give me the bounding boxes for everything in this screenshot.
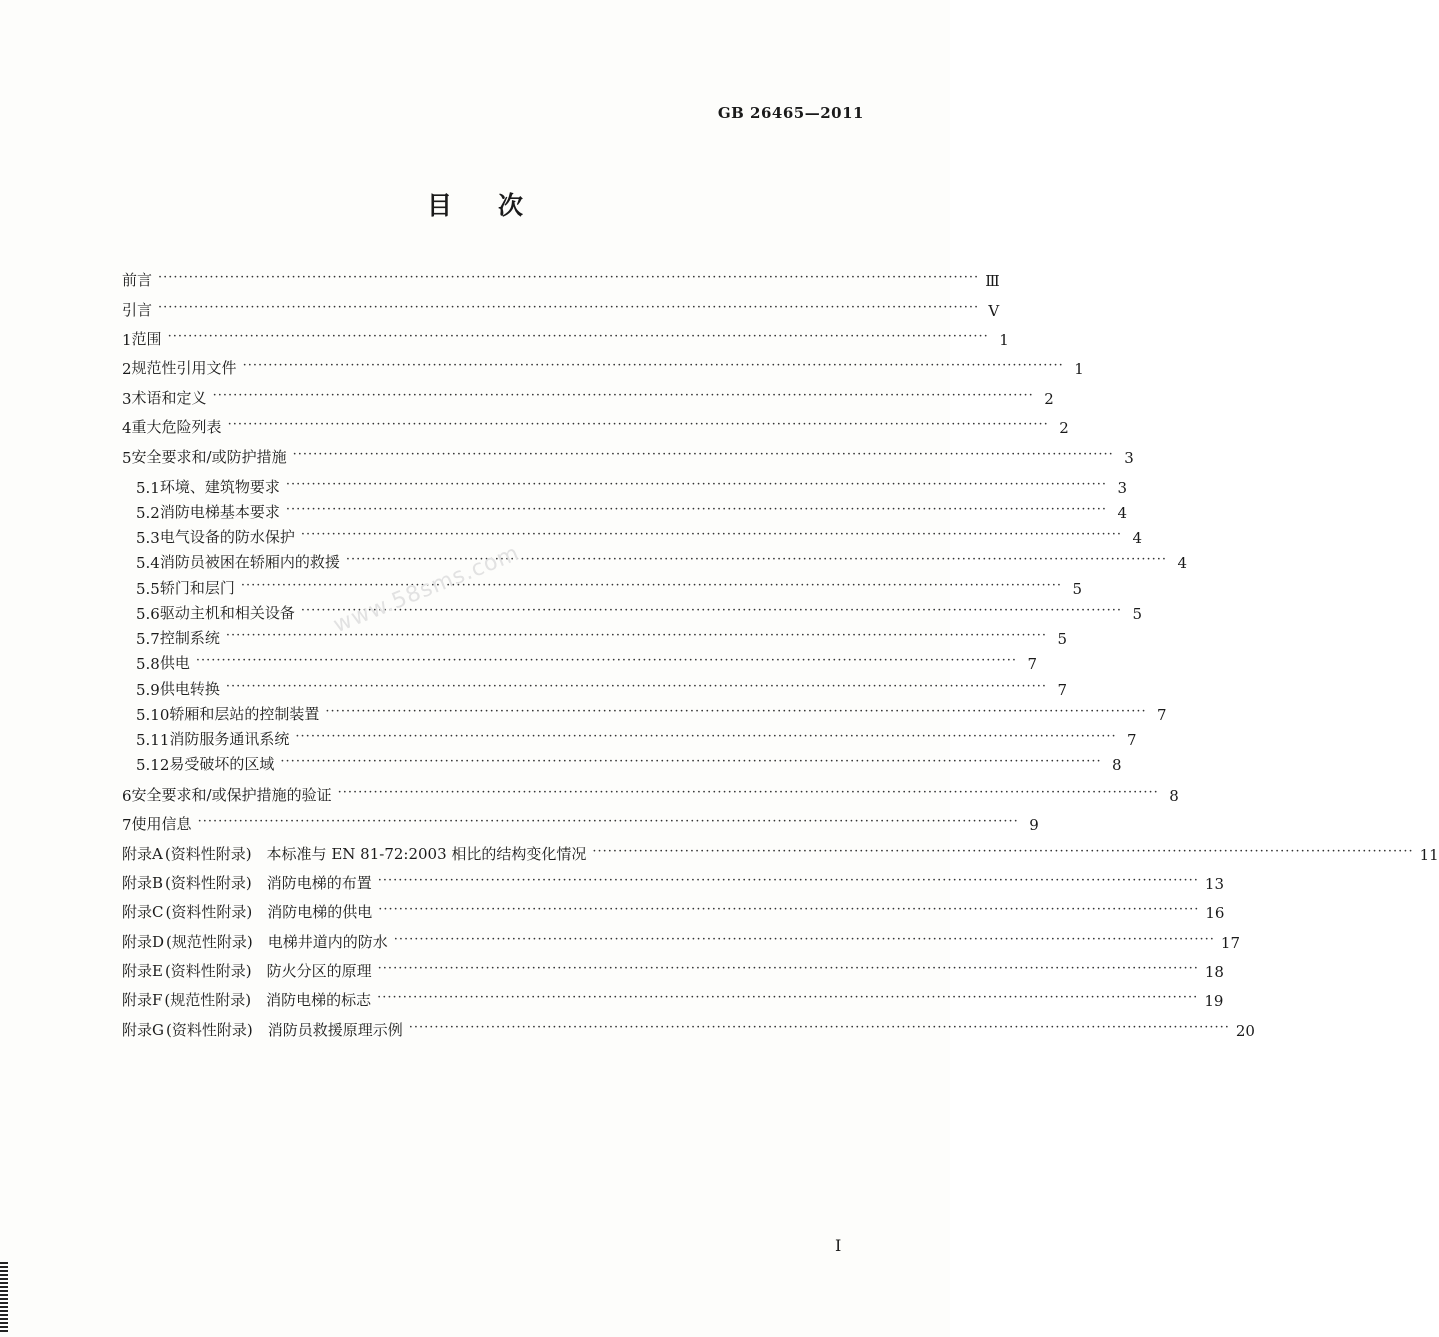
toc-entry-number: 5.11 [136, 731, 170, 749]
toc-entry-number: 5 [122, 449, 132, 467]
dot-leader: ································································································································································ [592, 844, 1414, 859]
toc-entry[interactable] [122, 325, 1009, 349]
toc-entry-title: 术语和定义 [131, 389, 207, 407]
toc-entry[interactable] [136, 675, 1068, 699]
toc-entry-number: 5.7 [136, 630, 160, 648]
dot-leader: ································································································································································ [280, 754, 1102, 769]
toc-entry[interactable] [136, 700, 1167, 724]
toc-entry-page: 7 [1027, 655, 1038, 673]
toc-entry-title: 供电 [159, 654, 190, 672]
toc-entry-title: (规范性附录) 电梯井道内的防水 [166, 933, 388, 951]
toc-entry-number: 附录G [122, 1021, 164, 1039]
toc-entry-number: 3 [122, 390, 132, 408]
toc-entry-number: 附录C [122, 903, 164, 921]
dot-leader: ································································································································································ [377, 961, 1199, 976]
toc-entry-title: 使用信息 [131, 815, 192, 833]
toc-entry[interactable] [122, 840, 1439, 864]
toc-entry-page: 1 [1074, 360, 1084, 378]
toc-entry-page: Ⅲ [985, 272, 1000, 290]
watermark: www.58sms.com [330, 540, 524, 639]
dot-leader: ································································································································································ [345, 552, 1168, 567]
dot-leader: ································································································································································ [408, 1020, 1230, 1035]
toc-entry-page: 7 [1057, 681, 1068, 699]
toc-entry[interactable] [136, 548, 1188, 572]
toc-entry-page: 17 [1220, 934, 1241, 952]
toc-entry-page: 11 [1419, 846, 1439, 864]
dot-leader: ································································································································································ [377, 990, 1199, 1005]
toc-entry-title: 驱动主机和相关设备 [159, 604, 295, 622]
toc-entry-title: (资料性附录) 本标准与 EN 81-72:2003 相比的结构变化情况 [164, 845, 587, 863]
toc-entry-number: 5.1 [136, 479, 160, 497]
toc-entry-number: 6 [122, 787, 132, 805]
toc-entry-page: 16 [1205, 904, 1225, 922]
toc-entry-page: 7 [1127, 731, 1137, 749]
dot-leader: ································································································································································ [212, 388, 1034, 403]
dot-leader: ································································································································································ [285, 502, 1108, 517]
toc-entry-title: (资料性附录) 防火分区的原理 [164, 962, 372, 980]
toc-entry-title: 控制系统 [159, 629, 220, 647]
toc-entry[interactable] [122, 898, 1225, 922]
toc-entry-title: (资料性附录) 消防员救援原理示例 [165, 1021, 403, 1039]
dot-leader: ································································································································································ [242, 358, 1064, 373]
toc-entry-page: 9 [1029, 816, 1039, 834]
toc-entry[interactable] [122, 810, 1039, 834]
toc-entry[interactable] [122, 266, 1000, 290]
toc-entry-title: 安全要求和/或防护措施 [131, 448, 287, 466]
toc-entry-page: 5 [1132, 605, 1143, 623]
toc-entry-page: 7 [1157, 706, 1167, 724]
toc-entry-page: 20 [1235, 1022, 1255, 1040]
toc-entry[interactable] [122, 928, 1241, 952]
toc-entry-page: 8 [1169, 787, 1179, 805]
toc-entry-title: 电气设备的防水保护 [159, 528, 295, 546]
toc-entry-title: 安全要求和/或保护措施的验证 [131, 786, 332, 804]
dot-leader: ································································································································································ [225, 628, 1048, 643]
toc-entry-number: 5.10 [136, 706, 170, 724]
toc-entry-page: 4 [1177, 554, 1188, 572]
toc-entry[interactable] [136, 574, 1083, 598]
toc-entry[interactable] [136, 523, 1143, 547]
toc-entry-title: (资料性附录) 消防电梯的供电 [165, 903, 373, 921]
page-title: 目次 [426, 191, 569, 220]
dot-leader: ································································································································································ [167, 329, 989, 344]
scan-edge-mark [0, 1262, 8, 1332]
standard-number: GB 26465—2011 [717, 104, 864, 122]
page-number: Ⅰ [835, 1236, 842, 1255]
toc-entry-page: 1 [999, 331, 1009, 349]
toc-entry-number: 2 [122, 360, 132, 378]
toc-entry-title: 轿门和层门 [159, 579, 235, 597]
toc-entry-number: 5.3 [136, 529, 160, 547]
toc-entry-title: 供电转换 [159, 680, 220, 698]
toc-entry-page: 2 [1044, 390, 1054, 408]
toc-entry-title: 引言 [122, 301, 153, 319]
toc-entry-title: 轿厢和层站的控制装置 [169, 705, 320, 723]
toc-entry[interactable] [122, 957, 1224, 981]
toc-entry-number: 附录F [122, 991, 163, 1009]
dot-leader: ································································································································································ [300, 603, 1123, 618]
dot-leader: ································································································································································ [227, 417, 1049, 432]
toc-entry-page: 19 [1204, 992, 1224, 1010]
toc-entry-number: 5.5 [136, 580, 160, 598]
toc-entry-page: 4 [1117, 504, 1128, 522]
toc-entry-number: 附录E [122, 962, 163, 980]
dot-leader: ································································································································································ [325, 704, 1147, 719]
dot-leader: ································································································································································ [158, 270, 980, 285]
toc-entry-page: 18 [1204, 963, 1224, 981]
toc-entry[interactable] [136, 624, 1068, 648]
toc-entry-title: 环境、建筑物要求 [159, 478, 280, 496]
toc-entry-page: Ⅴ [988, 302, 1000, 320]
toc-entry-title: 消防员被困在轿厢内的救援 [159, 553, 340, 571]
toc-entry-page: 4 [1132, 529, 1143, 547]
toc-entry[interactable] [122, 296, 1000, 320]
toc-entry-number: 附录D [122, 933, 165, 951]
toc-entry[interactable] [122, 1016, 1255, 1040]
toc-entry[interactable] [122, 384, 1054, 408]
dot-leader: ································································································································································ [337, 785, 1159, 800]
toc-entry-number: 5.2 [136, 504, 160, 522]
toc-entry-number: 附录B [122, 874, 164, 892]
dot-leader: ································································································································································ [295, 729, 1117, 744]
dot-leader: ································································································································································ [225, 679, 1048, 694]
toc-entry-title: 重大危险列表 [131, 418, 222, 436]
toc-entry-title: 前言 [122, 271, 153, 289]
toc-entry-page: 13 [1204, 875, 1225, 893]
toc-entry-number: 5.12 [136, 756, 170, 774]
dot-leader: ································································································································································ [197, 814, 1019, 829]
dot-leader: ································································································································································ [292, 447, 1114, 462]
toc-entry[interactable] [122, 869, 1225, 893]
dot-leader: ································································································································································ [300, 527, 1123, 542]
toc-entry-number: 4 [122, 419, 132, 437]
toc-entry[interactable] [122, 781, 1179, 805]
toc-entry-title: (资料性附录) 消防电梯的布置 [165, 874, 372, 892]
toc-entry[interactable] [136, 750, 1122, 774]
toc-entry-title: 消防服务通讯系统 [169, 730, 290, 748]
toc-entry[interactable] [136, 649, 1038, 673]
toc-entry[interactable] [136, 599, 1143, 623]
toc-entry[interactable] [122, 443, 1134, 467]
dot-leader: ································································································································································ [393, 932, 1215, 947]
toc-entry[interactable] [122, 354, 1084, 378]
toc-entry-number: 7 [122, 816, 132, 834]
toc-entry-number: 1 [122, 331, 132, 349]
dot-leader: ································································································································································ [195, 653, 1018, 668]
toc-entry-title: (规范性附录) 消防电梯的标志 [164, 991, 372, 1009]
toc-entry-page: 5 [1072, 580, 1083, 598]
toc-entry-page: 8 [1112, 756, 1122, 774]
dot-leader: ································································································································································ [377, 873, 1199, 888]
toc-entry-title: 范围 [131, 330, 162, 348]
toc-entry-title: 规范性引用文件 [131, 359, 237, 377]
dot-leader: ································································································································································ [285, 477, 1108, 492]
toc-entry[interactable] [136, 498, 1128, 522]
dot-leader: ································································································································································ [378, 902, 1200, 917]
toc-entry-number: 附录A [122, 845, 163, 863]
toc-entry[interactable] [136, 473, 1128, 497]
dot-leader: ································································································································································ [158, 300, 980, 315]
toc-entry-number: 5.6 [136, 605, 160, 623]
toc-entry-page: 3 [1117, 479, 1128, 497]
toc-entry-page: 2 [1059, 419, 1069, 437]
toc-entry-title: 消防电梯基本要求 [159, 503, 280, 521]
toc-entry-number: 5.9 [136, 681, 160, 699]
toc-entry[interactable] [122, 413, 1069, 437]
toc-entry-number: 5.4 [136, 554, 160, 572]
toc-entry-title: 易受破坏的区域 [169, 755, 275, 773]
toc-entry-page: 5 [1057, 630, 1068, 648]
dot-leader: ································································································································································ [240, 578, 1063, 593]
toc-entry-page: 3 [1124, 449, 1134, 467]
toc-entry-number: 5.8 [136, 655, 160, 673]
toc-entry[interactable] [136, 725, 1137, 749]
toc-entry[interactable] [122, 986, 1224, 1010]
